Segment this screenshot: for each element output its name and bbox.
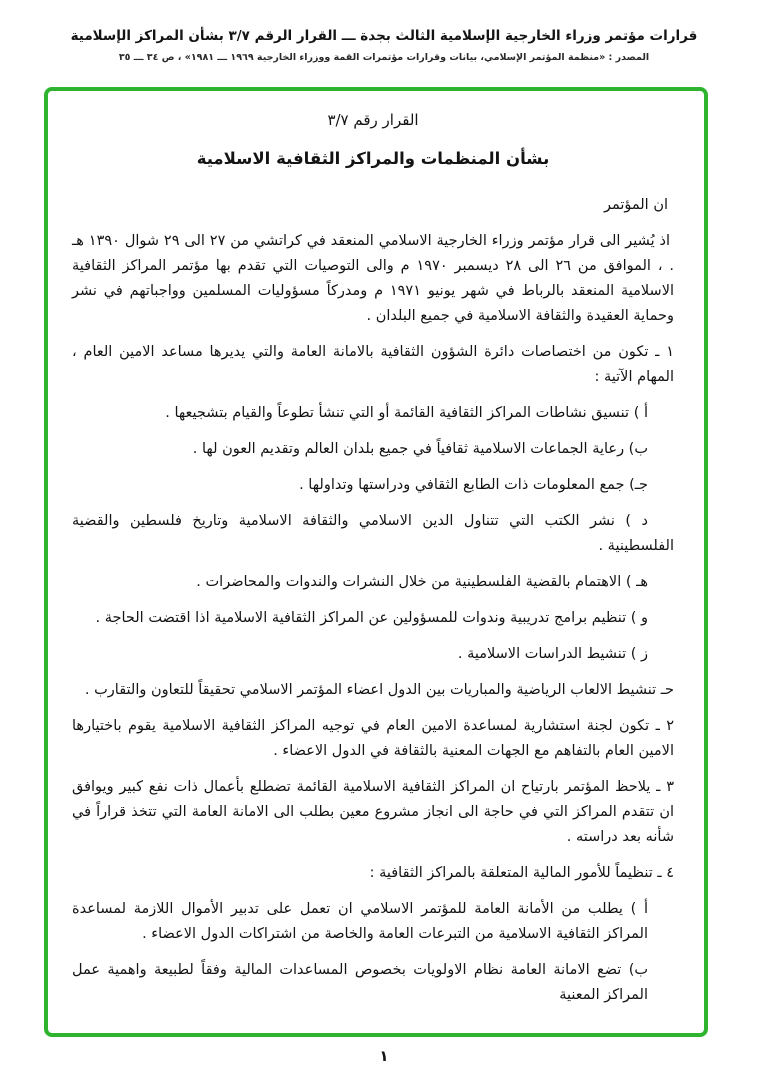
paragraph: ب) رعاية الجماعات الاسلامية ثقافياً في جميع بلدان العالم وتقديم العون لها .: [192, 441, 648, 457]
paragraph: ان المؤتمر: [603, 197, 668, 213]
resolution-subtitle: بشأن المنظمات والمراكز الثقافية الاسلامية: [196, 149, 550, 168]
header-title: قرارات مؤتمر وزراء الخارجية الإسلامية الثالث بجدة ـــ القرار الرقم ٣/٧ بشأن المراكز الإسلامية: [70, 28, 698, 44]
paragraph: ز ) تنشيط الدراسات الاسلامية .: [457, 646, 648, 662]
page-header: [0, 26, 768, 65]
document-frame: [44, 87, 708, 1037]
paragraph: ٢ ـ تكون لجنة استشارية لمساعدة الامين العام في توجيه المراكز الثقافية الاسلامية يقوم باختيارها الامين العام بالتفاهم مع الجهات المعنية بالثقافة في الدول الاعضاء .: [72, 718, 674, 759]
header-source-line: المصدر : «منظمة المؤتمر الإسلامي، بيانات وقرارات مؤتمرات القمة ووزراء الخارجية ١٩٦٩ ـــ ١٩٨١» ، ص ٣٤ ـــ ٣٥: [118, 52, 650, 63]
paragraph: أ ) تنسيق نشاطات المراكز الثقافية القائمة أو التي تنشأ تطوعاً والقيام بتشجيعها .: [165, 405, 648, 421]
paragraph: ٣ ـ يلاحظ المؤتمر بارتياح ان المراكز الثقافية الاسلامية القائمة تضطلع بأعمال ذات نفع كبير ويوافق ان تتقدم المراكز التي في حاجة الى انجاز مشروع معين بطلب الى الامانة العامة التي تتخذ قراراً في شأنه بعد دراسته .: [72, 779, 674, 845]
paragraph: ٤ ـ تنظيماً للأمور المالية المتعلقة بالمراكز الثقافية :: [369, 865, 674, 881]
resolution-title: القرار رقم ٣/٧: [327, 111, 419, 129]
paragraph: هـ ) الاهتمام بالقضية الفلسطينية من خلال النشرات والندوات والمحاضرات .: [196, 574, 648, 590]
paragraph: أ ) يطلب من الأمانة العامة للمؤتمر الاسلامي ان تعمل على تدبير الأموال اللازمة لمساعدة المراكز الثقافية الاسلامية من التبرعات العامة والخاصة من اشتراكات الدول الاعضاء .: [72, 901, 648, 942]
paragraph: جـ) جمع المعلومات ذات الطابع الثقافي ودراستها وتداولها .: [299, 477, 648, 493]
page-number: ١: [379, 1047, 389, 1065]
paragraph: حـ تنشيط الالعاب الرياضية والمباريات بين الدول اعضاء المؤتمر الاسلامي تحقيقاً للتعاون والتقارب .: [84, 682, 674, 698]
paragraph: و ) تنظيم برامج تدريبية وندوات للمسؤولين عن المراكز الثقافية الاسلامية اذا اقتضت الحاجة .: [95, 610, 648, 626]
document-body: [72, 193, 674, 1008]
page-footer: [0, 1037, 768, 1073]
paragraph: ب) تضع الامانة العامة نظام الاولويات بخصوص المساعدات المالية وفقاً لطبيعة واهمية عمل المراكز المعنية: [72, 962, 648, 1003]
paragraph: ١ ـ تكون من اختصاصات دائرة الشؤون الثقافية بالامانة العامة والتي يديرها مساعد الامين العام ، المهام الآتية :: [72, 344, 674, 385]
paragraph: اذ يُشير الى قرار مؤتمر وزراء الخارجية الاسلامي المنعقد في كراتشي من ٢٧ الى ٢٩ شوال ١٣٩٠ هـ . ، الموافق من ٢٦ الى ٢٨ ديسمبر ١٩٧٠ م والى التوصيات التي تقدم بها مؤتمر المراكز الثقافية الاسلامية المنعقد بالرباط في شهر يونيو ١٩٧١ م ومدركاً مسؤوليات المسلمين وواجباتهم في نشر وحماية العقيدة والثقافة الاسلامية في جميع البلدان .: [72, 233, 674, 324]
paragraph: د ) نشر الكتب التي تتناول الدين الاسلامي والثقافة الاسلامية وتاريخ فلسطين والقضية الفلسطينية .: [72, 513, 674, 554]
